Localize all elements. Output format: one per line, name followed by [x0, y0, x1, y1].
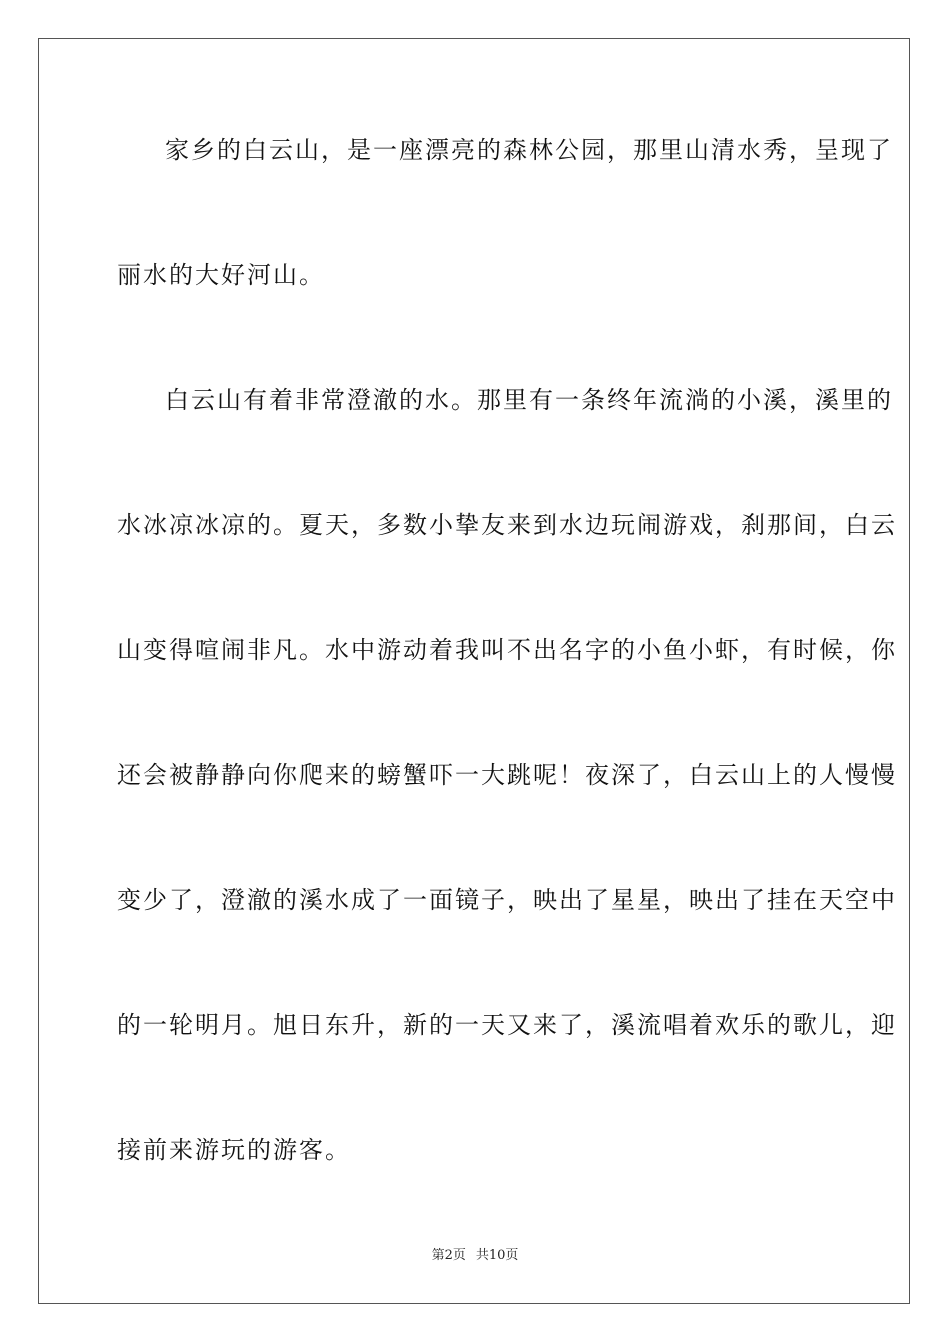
paragraph-1-line-1: 家乡的白云山，是一座漂亮的森林公园，那里山清水秀，呈现了	[165, 136, 893, 164]
paragraph-2-line-5: 变少了，澄澈的溪水成了一面镜子，映出了星星，映出了挂在天空中	[117, 886, 897, 914]
paragraph-2-line-2: 水冰凉冰凉的。夏天，多数小挚友来到水边玩闹游戏，刹那间，白云	[117, 511, 897, 539]
page-total: 共10页	[475, 1248, 519, 1263]
page-footer	[0, 1247, 950, 1265]
paragraph-2-line-6: 的一轮明月。旭日东升，新的一天又来了，溪流唱着欢乐的歌儿，迎	[117, 1011, 897, 1039]
paragraph-2-line-1: 白云山有着非常澄澈的水。那里有一条终年流淌的小溪，溪里的	[165, 386, 893, 414]
paragraph-1-line-2: 丽水的大好河山。	[117, 261, 325, 289]
page-border	[38, 38, 910, 1304]
paragraph-2-line-4: 还会被静静向你爬来的螃蟹吓一大跳呢！夜深了，白云山上的人慢慢	[117, 761, 897, 789]
paragraph-2-line-3: 山变得喧闹非凡。水中游动着我叫不出名字的小鱼小虾，有时候，你	[117, 636, 897, 664]
paragraph-2-line-7: 接前来游玩的游客。	[117, 1136, 351, 1164]
page-number: 第2页	[431, 1248, 466, 1263]
